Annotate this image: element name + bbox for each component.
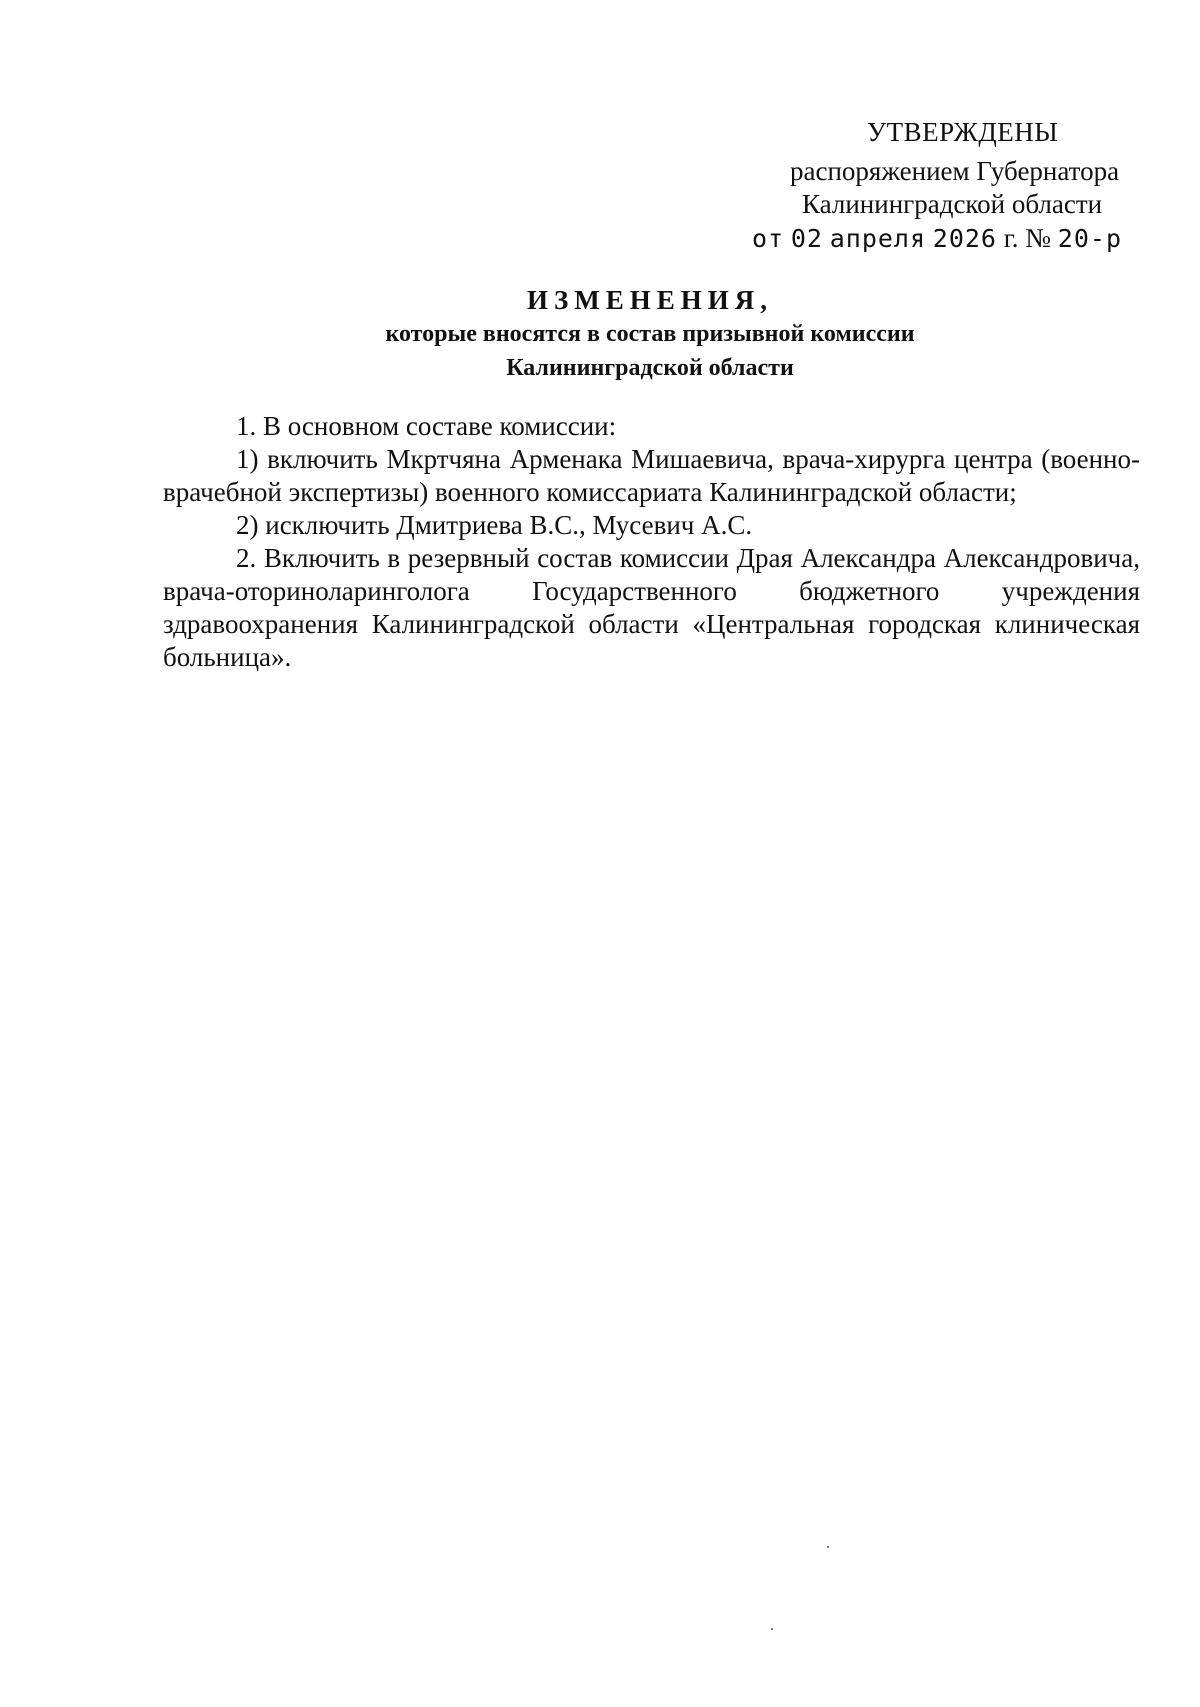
title-subtitle-line2: Калининградской области [506,355,794,381]
document-body [163,410,1140,674]
document-title [0,283,1200,385]
approved-by-order: распоряжением Губернатора [790,156,1120,186]
year-suffix: г. № [1003,223,1052,253]
date-prefix: от [752,224,785,253]
date-month: апреля [829,224,927,253]
section-1-heading: 1. В основном составе комиссии: [236,411,617,441]
date-day: 02 [790,224,823,253]
approved-region: Калининградской области [802,189,1103,219]
section-1-item-1: 1) включить Мкртчяна Арменака Мишаевича, врача-хирурга центра (военно-врачебной экспертизы) военного комиссариата Калининградской области; [163,444,1140,507]
scan-speck [771,1628,773,1630]
approval-date-line [752,222,1122,255]
date-year: 2026 [932,224,997,253]
scan-speck [827,1546,829,1548]
approved-label: УТВЕРЖДЕНЫ [867,117,1059,147]
section-2: 2. Включить в резервный состав комиссии Драя Александра Александровича, врача-оториноларинголога Государственного бюджетного учреждения здравоохранения Калининградской области «Центральная городская клиническая больница». [163,543,1140,672]
section-1-item-2: 2) исключить Дмитриева В.С., Мусевич А.С. [236,510,753,540]
order-number: 20-р [1057,224,1123,253]
title-subtitle-line1: которые вносятся в состав призывной комиссии [385,321,915,347]
title-heading: ИЗМЕНЕНИЯ, [526,285,773,315]
